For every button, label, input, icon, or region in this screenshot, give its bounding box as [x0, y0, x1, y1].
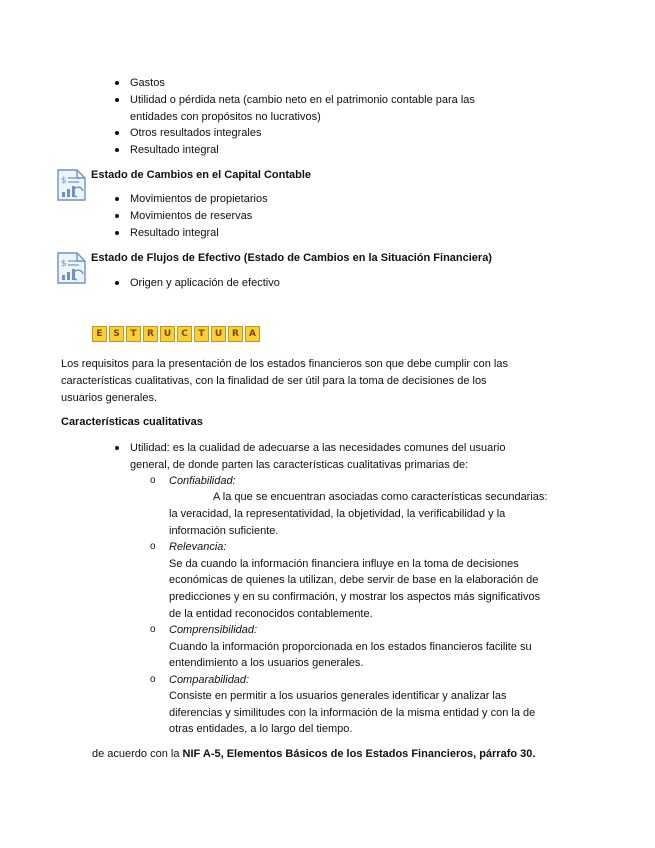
- svg-text:$: $: [61, 176, 67, 186]
- section-heading: Estado de Flujos de Efectivo (Estado de Cambios en la Situación Financiera): [91, 252, 492, 264]
- circle-bullet: o: [150, 475, 156, 486]
- section-heading: Estado de Cambios en el Capital Contable: [91, 169, 312, 181]
- bullet: [115, 98, 119, 102]
- quality-label: Confiabilidad:: [169, 475, 236, 487]
- quality-text: A la que se encuentran asociadas como características secundarias:: [213, 491, 548, 503]
- bullet: [115, 197, 119, 201]
- list-item: Movimientos de reservas: [130, 210, 253, 222]
- quality-text: de la entidad reconocidos contablemente.: [169, 608, 373, 620]
- bullet: [115, 214, 119, 218]
- quality-text: la veracidad, la representatividad, la objetividad, la verificabilidad y la: [169, 508, 506, 520]
- quality-text: información suficiente.: [169, 525, 279, 537]
- list-item: Gastos: [130, 77, 165, 89]
- subheading: Características cualitativas: [61, 416, 203, 428]
- letter-tile: T: [194, 326, 209, 342]
- quality-text: predicciones y en su confirmación, y mostrar los aspectos más significativos: [169, 591, 541, 603]
- circle-bullet: o: [150, 541, 156, 552]
- letter-tile: A: [245, 326, 260, 342]
- list-item: Origen y aplicación de efectivo: [130, 277, 280, 289]
- list-item: Resultado integral: [130, 144, 219, 156]
- reference-prefix: de acuerdo con la: [92, 748, 183, 760]
- quality-text: Cuando la información proporcionada en los estados financieros facilite su: [169, 641, 532, 653]
- paragraph-line: características cualitativas, con la finalidad de ser útil para la toma de decisiones de los: [61, 375, 487, 387]
- paragraph-line: Los requisitos para la presentación de los estados financieros son que debe cumplir con las: [61, 358, 508, 370]
- letter-tile: U: [160, 326, 175, 342]
- quality-text: Se da cuando la información financiera influye en la toma de decisiones: [169, 558, 519, 570]
- list-item: Resultado integral: [130, 227, 219, 239]
- bullet: [115, 81, 119, 85]
- list-item-continuation: general, de donde parten las características cualitativas primarias de:: [130, 459, 469, 471]
- paragraph-line: usuarios generales.: [61, 392, 158, 404]
- letter-tile: T: [126, 326, 141, 342]
- financial-report-icon: [55, 251, 89, 285]
- list-item: Utilidad: es la cualidad de adecuarse a las necesidades comunes del usuario: [130, 442, 506, 454]
- quality-text: diferencias y similitudes con la información de la misma entidad y con la de: [169, 707, 536, 719]
- quality-text: Consiste en permitir a los usuarios generales identificar y analizar las: [169, 690, 507, 702]
- list-item: Utilidad o pérdida neta (cambio neto en el patrimonio contable para las: [130, 94, 475, 106]
- quality-label: Comprensibilidad:: [169, 624, 258, 636]
- letter-tile: E: [92, 326, 107, 342]
- quality-label: Relevancia:: [169, 541, 227, 553]
- quality-text: entendimiento a los usuarios generales.: [169, 657, 364, 669]
- quality-text: económicas de quienes la utilizan, debe servir de base en la elaboración de: [169, 574, 539, 586]
- svg-text:$: $: [61, 259, 67, 269]
- letter-tile: S: [109, 326, 124, 342]
- reference-citation: NIF A-5, Elementos Básicos de los Estados Financieros, párrafo 30.: [182, 748, 536, 760]
- bullet: [115, 281, 119, 285]
- bullet: [115, 446, 119, 450]
- bullet: [115, 148, 119, 152]
- letter-tile: C: [177, 326, 192, 342]
- reference-line: [92, 746, 535, 762]
- quality-text: otras entidades, a lo largo del tiempo.: [169, 723, 353, 735]
- list-item: Movimientos de propietarios: [130, 193, 268, 205]
- bullet: [115, 231, 119, 235]
- list-item-continuation: entidades con propósitos no lucrativos): [130, 111, 321, 123]
- financial-report-icon: [55, 168, 89, 202]
- letter-tile: U: [211, 326, 226, 342]
- estructura-banner: [92, 326, 260, 342]
- letter-tile: R: [228, 326, 243, 342]
- letter-tile: R: [143, 326, 158, 342]
- circle-bullet: o: [150, 674, 156, 685]
- list-item: Otros resultados integrales: [130, 127, 262, 139]
- circle-bullet: o: [150, 624, 156, 635]
- quality-label: Comparabilidad:: [169, 674, 250, 686]
- bullet: [115, 131, 119, 135]
